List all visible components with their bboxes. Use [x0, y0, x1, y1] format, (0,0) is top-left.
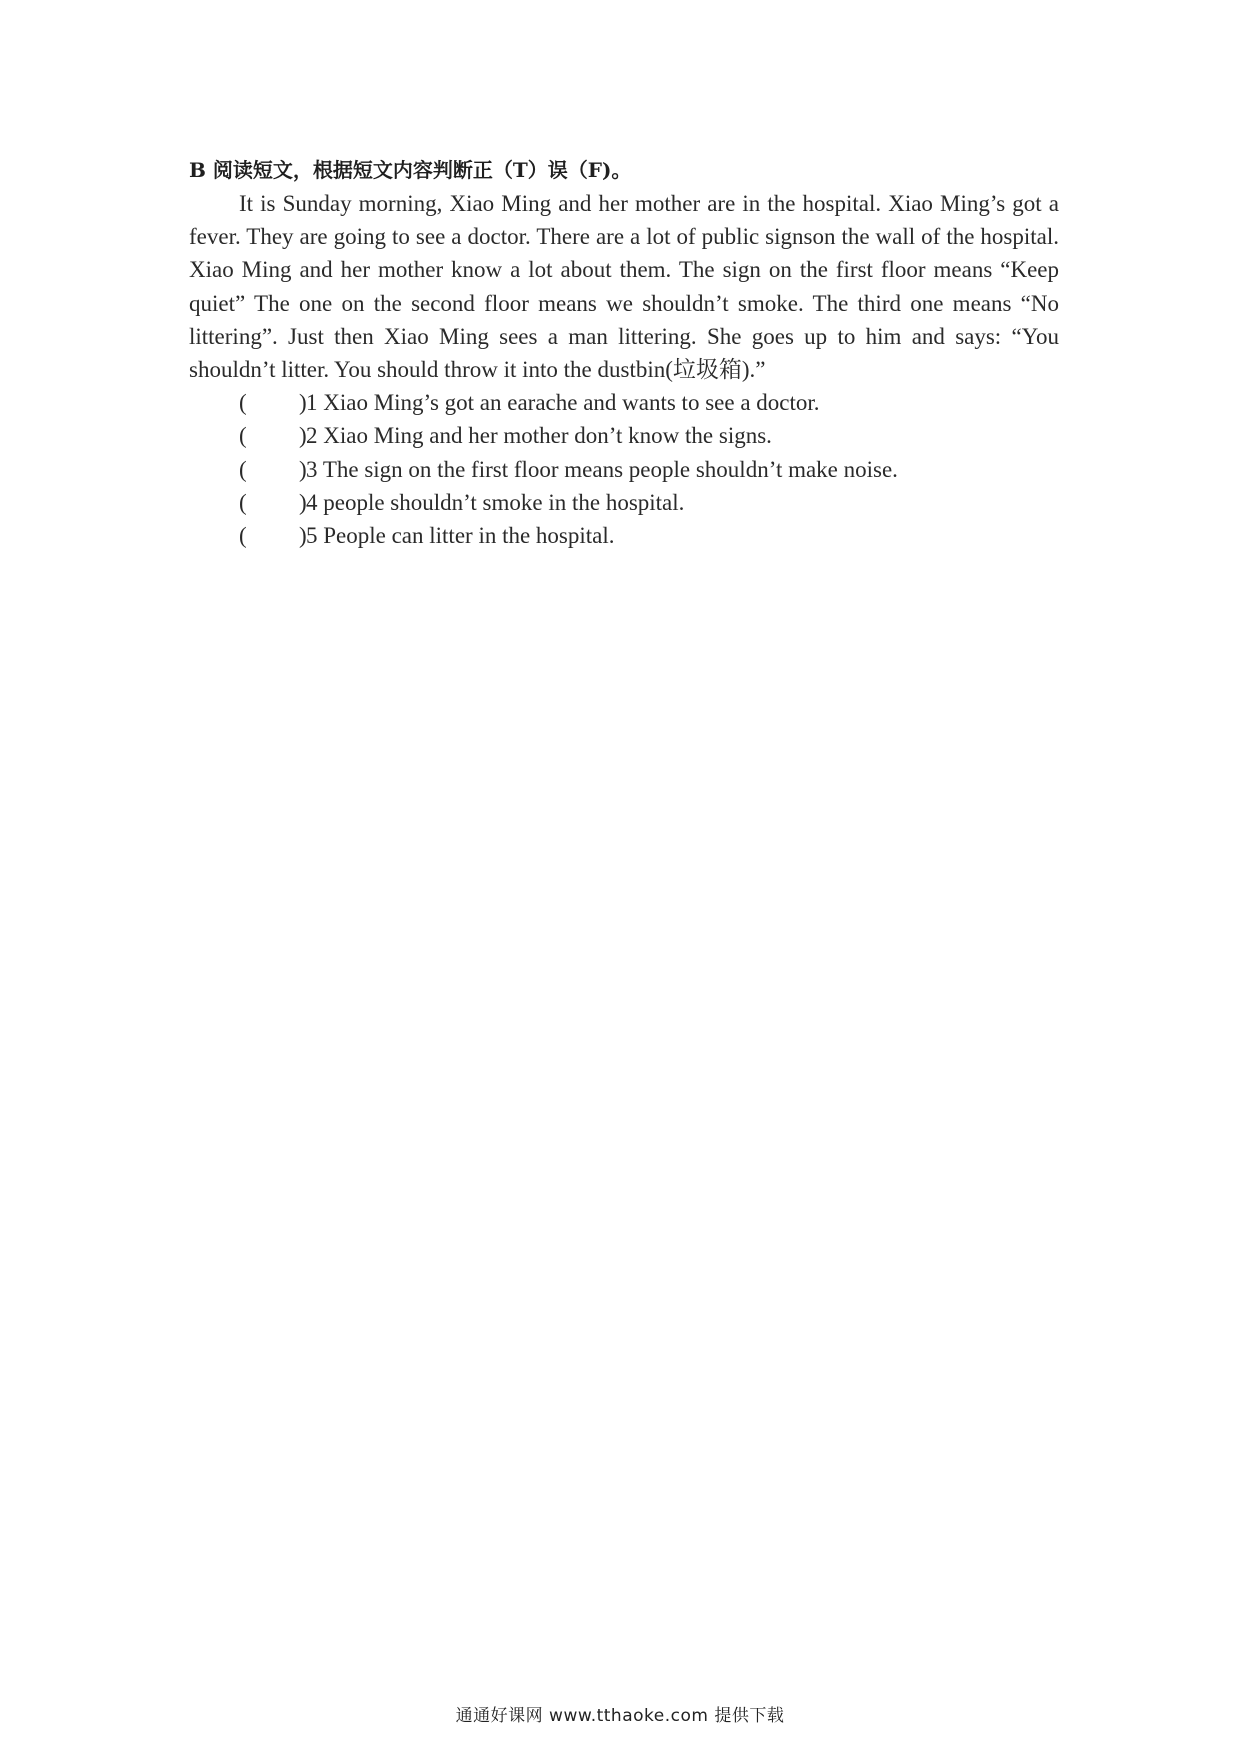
- answer-blank-close: ): [299, 390, 307, 416]
- answer-blank-close: ): [299, 423, 307, 449]
- question-item-2: [189, 419, 1059, 452]
- question-item-1: [189, 386, 1059, 419]
- answer-blank-close: ): [299, 456, 307, 482]
- question-text: 2 Xiao Ming and her mother don’t know the signs.: [306, 423, 772, 449]
- question-text: 3 The sign on the first floor means people shouldn’t make noise.: [306, 456, 898, 482]
- answer-blank-open: (: [239, 390, 247, 416]
- answer-blank-open: (: [239, 423, 247, 449]
- page-footer: 通通好课网 www.tthaoke.com 提供下载: [455, 1706, 785, 1726]
- answer-blank-close: ): [299, 489, 307, 515]
- question-text: 5 People can litter in the hospital.: [306, 522, 615, 548]
- answer-blank-close: ): [299, 522, 307, 548]
- reading-passage: It is Sunday morning, Xiao Ming and her mother are in the hospital. Xiao Ming’s got a fever. They are going to see a doctor. There are a lot of public signson the wall of the hospital. Xiao Ming and her mother know a lot about them. The sign on the first floor means “Keep quiet” The one on the second floor means we shouldn’t smoke. The third one means “No littering”. Just then Xiao Ming sees a man littering. She goes up to him and says: “You shouldn’t litter. You should throw it into the dustbin(垃圾箱).”: [189, 191, 1059, 383]
- answer-blank-open: (: [239, 456, 247, 482]
- question-text: 1 Xiao Ming’s got an earache and wants to see a doctor.: [306, 390, 820, 416]
- question-text: 4 people shouldn’t smoke in the hospital.: [306, 489, 685, 515]
- reading-section: [189, 155, 1059, 552]
- true-false-questions: [189, 386, 1059, 552]
- answer-blank-open: (: [239, 522, 247, 548]
- question-item-3: [189, 453, 1059, 486]
- answer-blank-open: (: [239, 489, 247, 515]
- section-heading: B 阅读短文，根据短文内容判断正（T）误（F)。: [189, 158, 632, 182]
- question-item-4: [189, 486, 1059, 519]
- question-item-5: [189, 519, 1059, 552]
